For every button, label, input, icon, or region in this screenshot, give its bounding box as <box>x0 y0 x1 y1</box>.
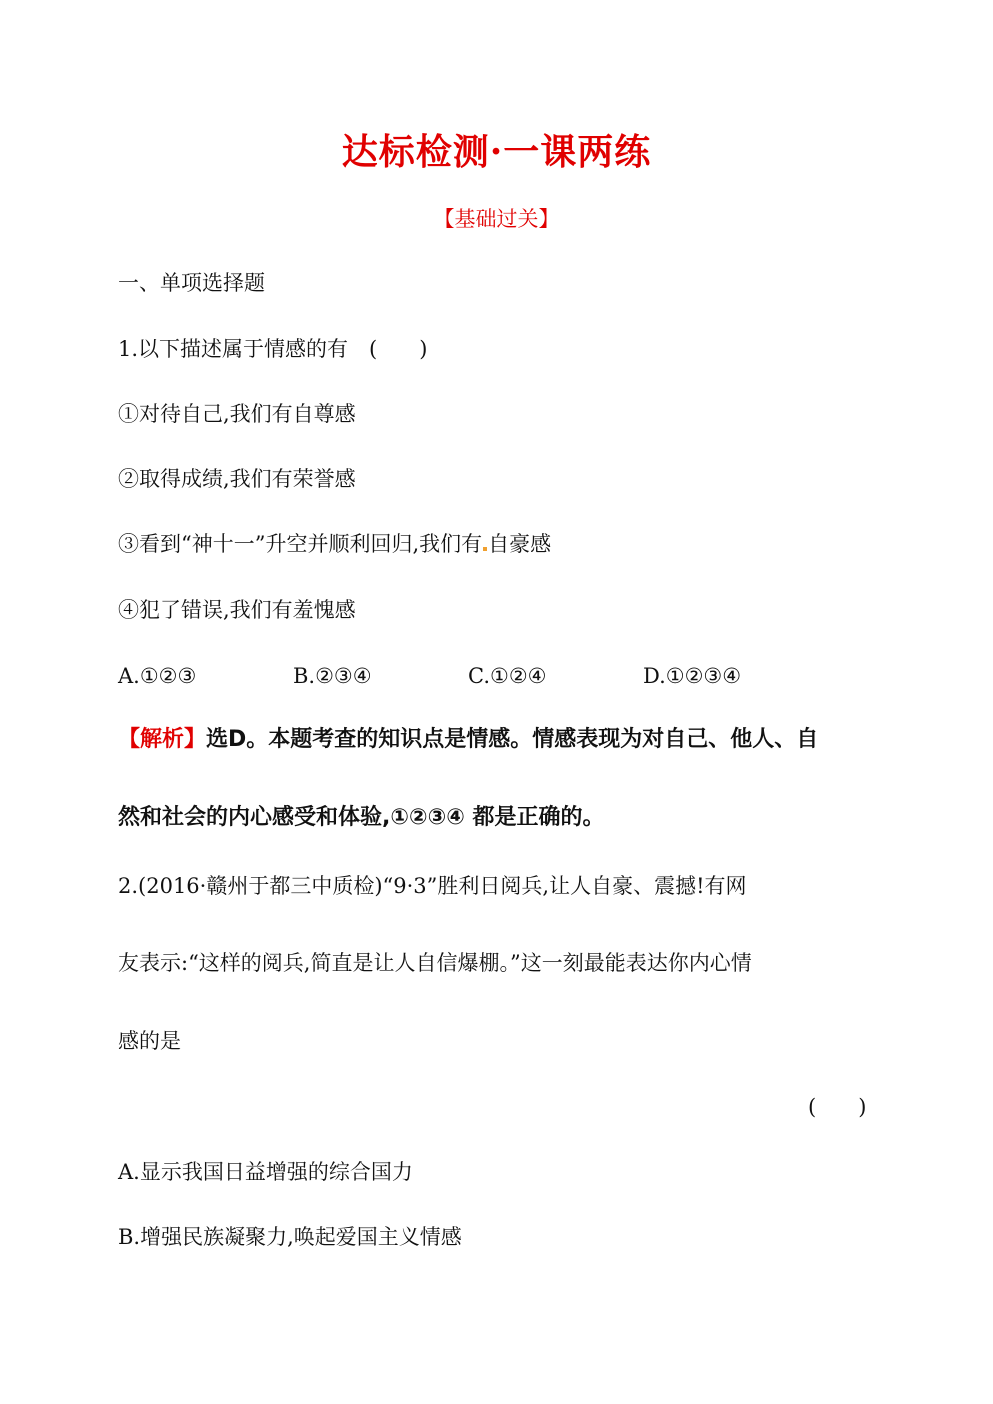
analysis-text-1: 选D。本题考查的知识点是情感。情感表现为对自己、他人、自 <box>206 727 819 752</box>
question-1-item-1: ①对待自己,我们有自尊感 <box>118 402 356 426</box>
question-2-option-b: B.增强民族凝聚力,唤起爱国主义情感 <box>118 1225 462 1249</box>
question-1-stem: 1.以下描述属于情感的有 ( ) <box>118 337 428 361</box>
question-1-option-c: C.①②④ <box>468 664 547 688</box>
question-1-item-4: ④犯了错误,我们有羞愧感 <box>118 598 356 622</box>
question-1-option-b: B.②③④ <box>293 664 372 688</box>
question-2-stem-line-2: 友表示:“这样的阅兵,简直是让人自信爆棚。”这一刻最能表达你内心情 <box>118 951 752 975</box>
section-badge: 【基础过关】 <box>433 207 560 231</box>
mark-dot-icon <box>483 547 487 551</box>
analysis-label: 【解析】 <box>118 727 207 752</box>
question-1-option-d: D.①②③④ <box>643 664 742 688</box>
question-1-option-a: A.①②③ <box>118 664 197 688</box>
question-1-item-3 <box>118 529 551 559</box>
question-1-item-3-tail: 自豪感 <box>488 532 552 556</box>
question-2-stem-line-3: 感的是 <box>118 1029 181 1053</box>
question-1-analysis-line-2: 然和社会的内心感受和体验,①②③④ 都是正确的。 <box>118 805 605 830</box>
question-1-item-2: ②取得成绩,我们有荣誉感 <box>118 467 356 491</box>
question-1-analysis-line-1 <box>118 725 818 755</box>
question-1-item-3-text: ③看到“神十一”升空并顺利回归,我们有 <box>118 532 483 556</box>
section-heading: 一、单项选择题 <box>118 271 265 295</box>
page-title: 达标检测·一课两练 <box>341 131 652 173</box>
question-2-answer-bracket: ( ) <box>808 1095 867 1119</box>
question-2-option-a: A.显示我国日益增强的综合国力 <box>118 1160 413 1184</box>
question-2-stem-line-1: 2.(2016·赣州于都三中质检)“9·3”胜利日阅兵,让人自豪、震撼!有网 <box>118 874 747 898</box>
